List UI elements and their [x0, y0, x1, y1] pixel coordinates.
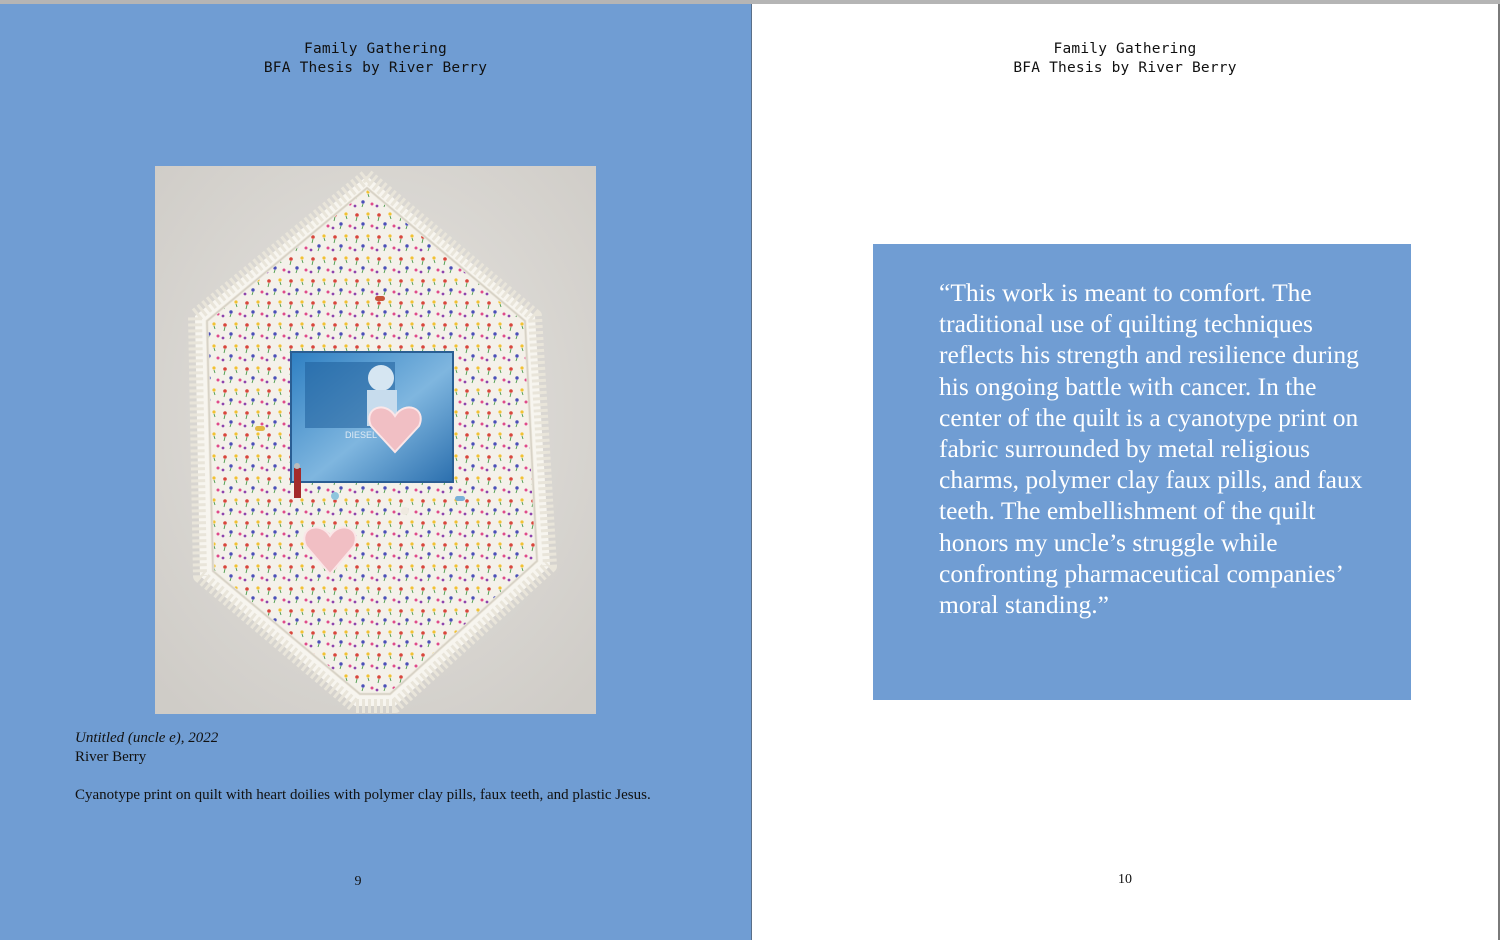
- running-head-subtitle: BFA Thesis by River Berry: [263, 60, 488, 76]
- artwork-photo: [155, 166, 596, 714]
- page-9: [0, 4, 751, 940]
- artwork-title: Untitled (uncle e), 2022: [75, 730, 219, 746]
- running-head-left: [0, 40, 751, 78]
- artwork-artist: River Berry: [75, 749, 147, 765]
- running-head-title: Family Gathering: [1053, 41, 1197, 57]
- running-head-title: Family Gathering: [304, 41, 447, 57]
- artwork-medium: Cyanotype print on quilt with heart doilies with polymer clay pills, faux teeth, and plastic Jesus.: [75, 787, 651, 803]
- svg-text:DIESEL: DIESEL: [345, 430, 378, 440]
- running-head-right: [752, 40, 1498, 78]
- running-head-subtitle: BFA Thesis by River Berry: [1013, 60, 1237, 76]
- quilt-illustration: [155, 166, 596, 714]
- quote-box: [873, 244, 1411, 700]
- page-number-left: 9: [354, 874, 362, 889]
- page-number-right: 10: [1118, 872, 1132, 887]
- page-10: [752, 4, 1500, 940]
- artist-quote: “This work is meant to comfort. The traditional use of quilting techniques reflects his strength and resilience during his ongoing battle with cancer. In the center of the quilt is a cyanotype print on fabric surrounded by metal religious charms, polymer clay faux pills, and faux teeth. The embellishment of the quilt honors my uncle’s struggle while confronting pharmaceutical companies’ moral standing.”: [939, 278, 1363, 620]
